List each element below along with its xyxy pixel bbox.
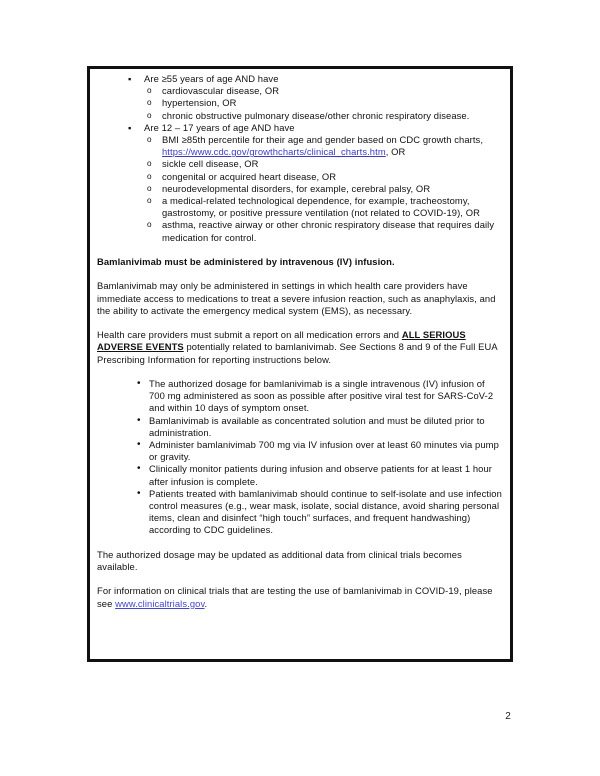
criteria-subitem bbox=[144, 183, 503, 195]
page-number: 2 bbox=[505, 711, 511, 722]
list-item bbox=[97, 439, 503, 463]
reporting-text-tail: potentially related to bamlanivimab. See Sections 8 and 9 of the Full EUA Prescribing Information for reporting instructions below. bbox=[97, 341, 498, 365]
circle-bullet-icon: o bbox=[147, 183, 152, 193]
list-item bbox=[97, 463, 503, 487]
criteria-subitem-text: congenital or acquired heart disease, OR bbox=[162, 170, 337, 182]
dosage-list bbox=[97, 378, 503, 537]
content-frame bbox=[87, 66, 513, 662]
circle-bullet-icon: o bbox=[147, 86, 152, 96]
circle-bullet-icon: o bbox=[147, 159, 152, 169]
criteria-subitem bbox=[144, 219, 503, 243]
circle-bullet-icon: o bbox=[147, 220, 152, 230]
clinicaltrials-gov-link[interactable]: www.clinicaltrials.gov bbox=[115, 597, 205, 609]
criteria-subitem bbox=[144, 97, 503, 109]
administration-heading: Bamlanivimab must be administered by intravenous (IV) infusion. bbox=[97, 256, 395, 268]
dosage-item-text: Patients treated with bamlanivimab should continue to self-isolate and use infection control measures (e.g., wear mask, isolate, social distance, avoid sharing personal items, clean and disinfect “high touch” surfaces, and frequent handwashing) according to CDC guidelines. bbox=[149, 487, 502, 536]
cdc-growth-charts-link[interactable]: https://www.cdc.gov/growthcharts/clinical_charts.htm bbox=[162, 146, 386, 158]
reporting-text-lead: Health care providers must submit a report on all medication errors and bbox=[97, 329, 402, 341]
serious-adverse-events-emphasis: ALL SERIOUS ADVERSE EVENTS bbox=[97, 329, 466, 353]
dosage-item-text: Administer bamlanivimab 700 mg via IV infusion over at least 60 minutes via pump or gravity. bbox=[149, 439, 499, 463]
reporting-paragraph bbox=[97, 329, 503, 366]
criteria-item bbox=[97, 122, 503, 244]
dosage-item-text: The authorized dosage for bamlanivimab is a single intravenous (IV) infusion of 700 mg administered as soon as possible after positive viral test for SARS-CoV-2 and within 10 days of symptom onset. bbox=[149, 378, 494, 414]
clinical-trials-paragraph bbox=[97, 585, 503, 609]
spacer bbox=[97, 244, 503, 256]
list-item bbox=[97, 415, 503, 439]
criteria-item-text: Are 12 – 17 years of age AND have bbox=[144, 121, 295, 133]
criteria-subitem-bmi bbox=[144, 134, 503, 158]
update-paragraph: The authorized dosage may be updated as additional data from clinical trials becomes available. bbox=[97, 548, 462, 573]
clinical-trials-text-lead: For information on clinical trials that are testing the use of bamlanivimab in COVID-19, please see bbox=[97, 585, 493, 609]
criteria-subitem-text: a medical-related technological dependence, for example, tracheostomy, gastrostomy, or positive pressure ventilation (not related to COVID-19), OR bbox=[162, 195, 480, 219]
spacer bbox=[97, 317, 503, 329]
round-bullet-icon: • bbox=[137, 463, 141, 475]
criteria-subitem-text: asthma, reactive airway or other chronic respiratory disease that requires daily medication for control. bbox=[162, 219, 495, 243]
criteria-subitem bbox=[144, 110, 503, 122]
dosage-item-text: Bamlanivimab is available as concentrated solution and must be diluted prior to administration. bbox=[149, 414, 485, 438]
spacer bbox=[97, 366, 503, 378]
list-item bbox=[97, 378, 503, 415]
square-bullet-icon: ▪ bbox=[128, 73, 132, 84]
document-body bbox=[97, 73, 503, 610]
criteria-sublist bbox=[144, 85, 503, 122]
criteria-subitem-text: hypertension, OR bbox=[162, 97, 237, 109]
round-bullet-icon: • bbox=[137, 414, 141, 426]
round-bullet-icon: • bbox=[137, 378, 141, 390]
criteria-subitem bbox=[144, 195, 503, 219]
criteria-subitem bbox=[144, 158, 503, 170]
spacer bbox=[97, 573, 503, 585]
criteria-subitem-text: sickle cell disease, OR bbox=[162, 158, 259, 170]
criteria-subitem-text: cardiovascular disease, OR bbox=[162, 85, 280, 97]
clinical-trials-text-tail: . bbox=[204, 597, 208, 609]
spacer bbox=[97, 268, 503, 280]
criteria-subitem-text-tail: , OR bbox=[385, 146, 406, 158]
criteria-subitem-text: neurodevelopmental disorders, for example, cerebral palsy, OR bbox=[162, 182, 431, 194]
spacer bbox=[97, 537, 503, 549]
dosage-item-text: Clinically monitor patients during infusion and observe patients for at least 1 hour after infusion is complete. bbox=[149, 463, 492, 487]
criteria-subitem-text: BMI ≥85th percentile for their age and gender based on CDC growth charts, bbox=[162, 134, 484, 146]
criteria-subitem bbox=[144, 171, 503, 183]
square-bullet-icon: ▪ bbox=[128, 121, 132, 133]
criteria-sublist bbox=[144, 134, 503, 244]
criteria-item bbox=[97, 73, 503, 122]
criteria-item-text: Are ≥55 years of age AND have bbox=[144, 73, 279, 84]
criteria-subitem-text: chronic obstructive pulmonary disease/other chronic respiratory disease. bbox=[162, 109, 470, 121]
list-item bbox=[97, 488, 503, 537]
circle-bullet-icon: o bbox=[147, 98, 152, 108]
settings-paragraph: Bamlanivimab may only be administered in settings in which health care providers have immediate access to medications to treat a severe infusion reaction, such as anaphylaxis, and the ability to activate the emergency medical system (EMS), as necessary. bbox=[97, 280, 496, 316]
round-bullet-icon: • bbox=[137, 439, 141, 451]
round-bullet-icon: • bbox=[137, 487, 141, 499]
circle-bullet-icon: o bbox=[147, 135, 152, 145]
circle-bullet-icon: o bbox=[147, 196, 152, 206]
criteria-subitem bbox=[144, 85, 503, 97]
circle-bullet-icon: o bbox=[147, 110, 152, 120]
circle-bullet-icon: o bbox=[147, 171, 152, 181]
eligibility-criteria-list bbox=[97, 73, 503, 244]
